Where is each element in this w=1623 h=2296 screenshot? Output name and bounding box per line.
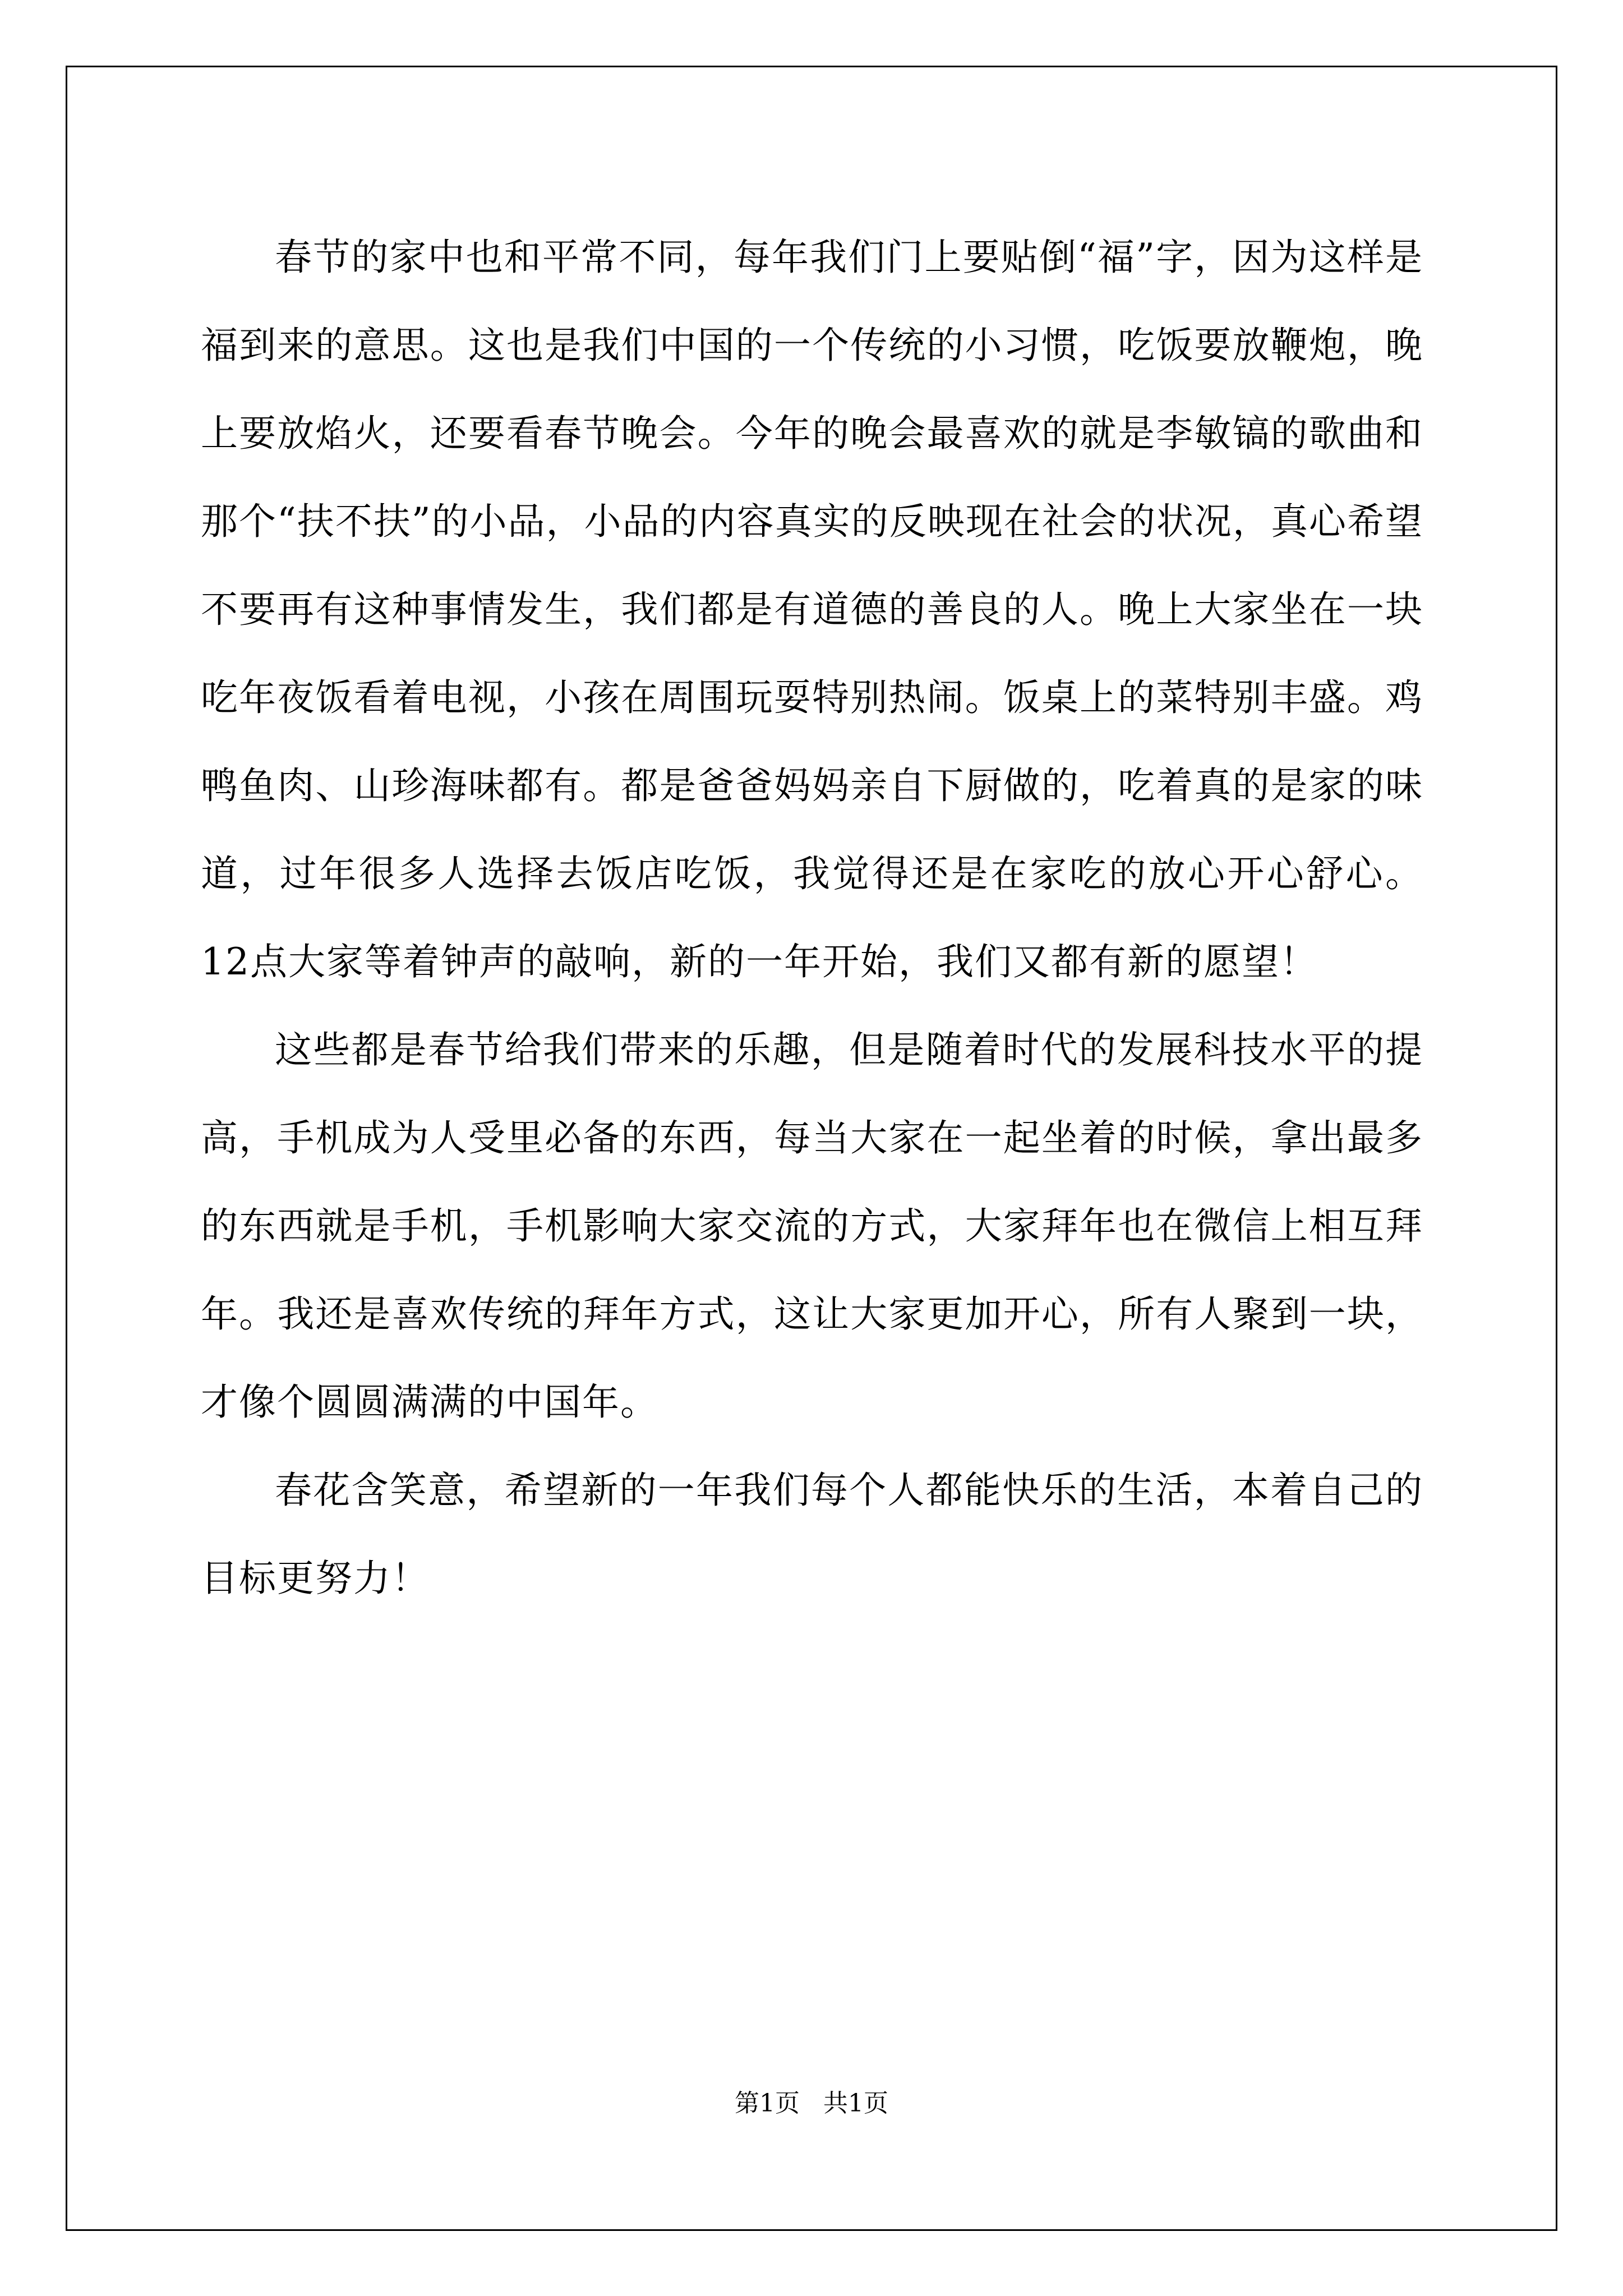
paragraph-2: 这些都是春节给我们带来的乐趣，但是随着时代的发展科技水平的提高，手机成为人受里必备的东西，每当大家在一起坐着的时候，拿出最多的东西就是手机，手机影响大家交流的方式，大家拜年也在微信上相互拜年。我还是喜欢传统的拜年方式，这让大家更加开心，所有人聚到一块，才像个圆圆满满的中国年。 bbox=[201, 1028, 1423, 1424]
page-footer: 第1页 共1页 bbox=[735, 2089, 888, 2118]
paragraph-1: 春节的家中也和平常不同，每年我们门上要贴倒“福”字，因为这样是福到来的意思。这也是我们中国的一个传统的小习惯，吃饭要放鞭炮，晚上要放焰火，还要看春节晚会。今年的晚会最喜欢的就是李敏镐的歌曲和那个“扶不扶”的小品，小品的内容真实的反映现在社会的状况，真心希望不要再有这种事情发生，我们都是有道德的善良的人。晚上大家坐在一块吃年夜饭看着电视，小孩在周围玩耍特别热闹。饭桌上的菜特别丰盛。鸡鸭鱼肉、山珍海味都有。都是爸爸妈妈亲自下厨做的，吃着真的是家的味道，过年很多人选择去饭店吃饭，我觉得还是在家吃的放心开心舒心。12点大家等着钟声的敲响，新的一年开始，我们又都有新的愿望！ bbox=[201, 236, 1423, 983]
paragraph-3: 春花含笑意，希望新的一年我们每个人都能快乐的生活，本着自己的目标更努力！ bbox=[201, 1469, 1423, 1600]
document-body bbox=[201, 213, 1423, 1622]
